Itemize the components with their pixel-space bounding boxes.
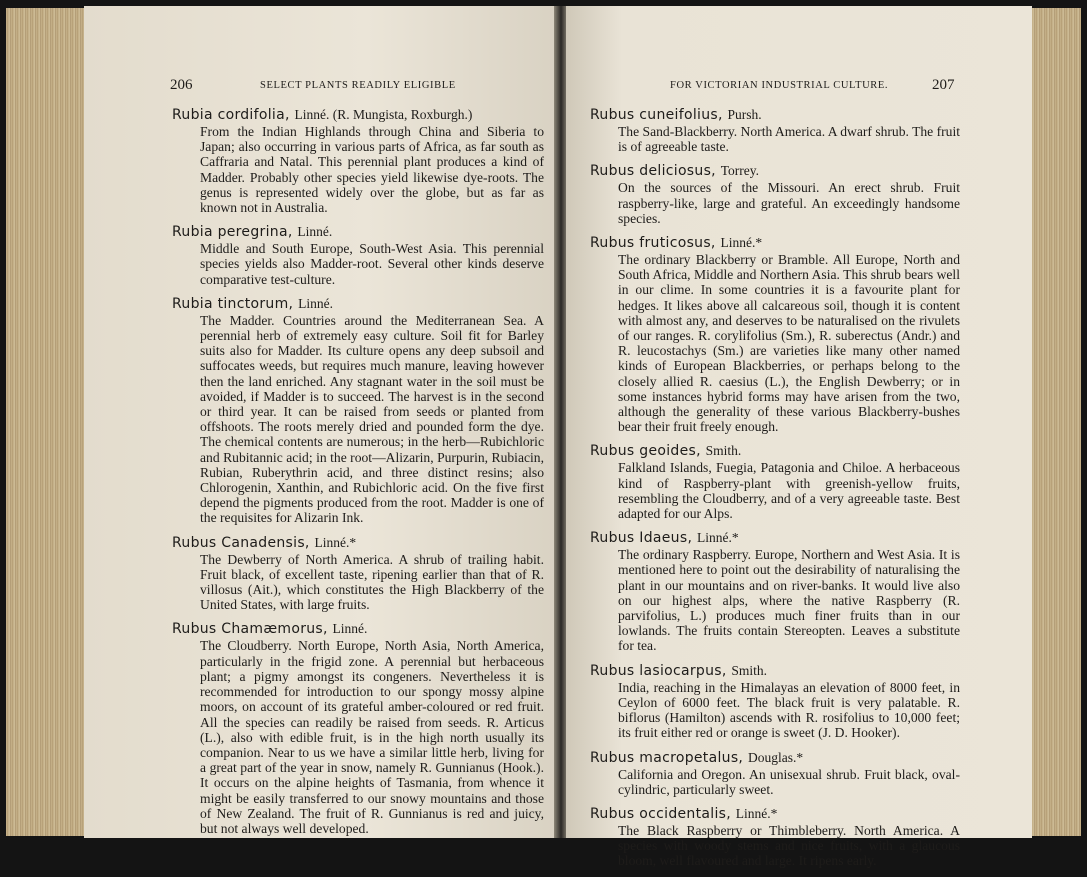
entry-text: India, reaching in the Himalayas an elevation of 8000 feet, in Ceylon of 6000 feet. The black fruit is very palatable. R. biflorus (Hamilton) ascends with R. rosifolius to 10,000 feet; its fruit either red or orange is sweet (J. D. Hooker). — [618, 679, 960, 741]
entry-authority: Linné. — [298, 295, 333, 311]
entry-name: Rubus occidentalis, — [590, 805, 731, 822]
right-page-header — [670, 77, 960, 100]
right-column — [590, 106, 960, 877]
entry-authority: Linné. (R. Mungista, Roxburgh.) — [294, 107, 473, 122]
entry-rubus-lasiocarpus — [590, 662, 960, 741]
left-page-header — [170, 77, 546, 100]
entry-name: Rubus deliciosus, — [590, 163, 716, 180]
entry-name: Rubus cuneifolius, — [590, 107, 723, 123]
entry-text: The Black Raspberry or Thimbleberry. North America. A species with woody stems and nice fruits, with a glaucous bloom, well flavoured and large. It ripens early. — [618, 822, 960, 869]
entry-text: Middle and South Europe, South-West Asia. This perennial species yields also Madder-root. Several other kinds deserve comparative test-culture. — [200, 241, 544, 287]
entry-name: Rubia tinctorum, — [172, 295, 294, 312]
entry-rubia-tinctorum — [172, 295, 544, 526]
entry-name: Rubia peregrina, — [172, 224, 293, 241]
entry-name: Rubus fruticosus, — [590, 235, 716, 252]
entry-authority: Linné.* — [735, 805, 778, 821]
entry-rubus-idaeus — [590, 529, 960, 653]
entry-authority: Pursh. — [727, 107, 762, 122]
entry-rubus-cuneifolius — [590, 106, 960, 154]
entry-text: Falkland Islands, Fuegia, Patagonia and Chiloe. A herbaceous kind of Raspberry-plant with greenish-yellow fruits, resembling the Cloudberry, and of a very agreeable taste. Best adapted for our Alps. — [618, 460, 960, 522]
entry-authority: Linné.* — [314, 534, 357, 550]
entry-text: The Cloudberry. North Europe, North Asia, North America, particularly in the frigid zone. A perennial but herbaceous plant; a pigmy amongst its congeners. Nevertheless it is recommended for introduction to our spongy mossy alpine moors, on account of its grateful amber-coloured or red fruit. All the species can readily be raised from seeds. R. Articus (L.), also with edible fruit, is in the high north usually its companion. Near to us we have a similar little herb, living for a great part of the year in snow, namely R. Gunnianus (Hook.). It occurs on the alpine heights of Tasmania, from whence it might be easily transferred to our snowy mountains and those of New Zealand. The fruit of R. Gunnianus is red and juicy, but not always well developed. — [200, 638, 544, 836]
entry-name: Rubus lasiocarpus, — [590, 662, 727, 679]
entry-authority: Linné.* — [696, 530, 739, 546]
entry-rubus-geoides — [590, 442, 960, 521]
entry-authority: Linné.* — [720, 235, 763, 251]
entry-name: Rubus geoides, — [590, 443, 701, 460]
entry-text: On the sources of the Missouri. An erect shrub. Fruit raspberry-like, large and grateful. An exceedingly handsome species. — [618, 180, 960, 226]
entry-rubus-macropetalus — [590, 749, 960, 797]
entry-text: California and Oregon. An unisexual shrub. Fruit black, oval-cylindric, particularly sweet. — [618, 766, 960, 797]
entry-rubia-cordifolia — [172, 106, 544, 215]
entry-authority: Linné. — [332, 621, 368, 637]
right-page — [566, 6, 1032, 869]
entry-rubus-fruticosus — [590, 234, 960, 434]
left-page — [84, 6, 556, 838]
entry-name: Rubus Canadensis, — [172, 534, 310, 551]
entry-rubus-occidentalis — [590, 805, 960, 869]
entry-authority: Smith. — [705, 443, 742, 459]
page-number: 206 — [170, 77, 193, 93]
entry-name: Rubus Idaeus, — [590, 530, 693, 547]
entry-name: Rubus Chamæmorus, — [172, 621, 328, 638]
entry-text: The ordinary Raspberry. Europe, Northern and West Asia. It is mentioned here to point out the desirability of naturalising the plant in our mountains and on river-banks. It would live also on our highest alps, where the native Raspberry (R. parvifolius, L.) produces much finer fruits than in our lowlands. The fruits contain Stereopten. Leaves a substitute for tea. — [618, 547, 960, 654]
entry-authority: Smith. — [731, 662, 768, 678]
entry-text: From the Indian Highlands through China and Siberia to Japan; also occurring in various parts of Africa, as far south as Caffraria and Natal. This perennial plant produces a kind of Madder. Probably other species yield likewise dye-roots. The genus is represented widely over the globe, but as far as known not in Australia. — [200, 124, 544, 216]
entry-name: Rubia cordifolia, — [172, 107, 290, 123]
left-column — [172, 106, 544, 844]
running-head: FOR VICTORIAN INDUSTRIAL CULTURE. — [670, 80, 889, 91]
entry-authority: Torrey. — [720, 163, 759, 179]
entry-text: The Dewberry of North America. A shrub of trailing habit. Fruit black, of excellent taste, ripening earlier than that of R. villosus (Ait.), which constitutes the High Blackberry of the United States, with large fruits. — [200, 551, 544, 613]
page-number: 207 — [932, 77, 955, 93]
page-edges-right — [1025, 8, 1081, 836]
entry-text: The Madder. Countries around the Mediterranean Sea. A perennial herb of extremely easy culture. Soil fit for Barley suits also for Madder. Its culture opens any deep subsoil and suffocates weeds, but requires much manure, leaving however then the land enriched. Any stagnant water in the soil must be avoided, if Madder is to succeed. The harvest is in the second or third year. It can be raised from seeds or planted from offshoots. The roots merely dried and pounded form the dye. The chemical contents are numerous; in the herb—Rubichloric and Rubitannic acid; in the root—Alizarin, Purpurin, Rubiacin, Rubian, Ruberythrin acid, and three distinct resins; also Chlorogenin, Xanthin, and Rubichloric acid. On the five first depend the pigments produced from the root. Madder is one of the requisites for Alizarin Ink. — [200, 312, 544, 526]
entry-rubus-chamaemorus — [172, 620, 544, 836]
entry-rubus-canadensis — [172, 534, 544, 613]
page-edges-left — [6, 8, 84, 836]
entry-authority: Douglas.* — [747, 749, 804, 765]
entry-rubia-peregrina — [172, 223, 544, 287]
entry-text: The ordinary Blackberry or Bramble. All Europe, North and South Africa, Middle and Northern Asia. This shrub bears well in our clime. In some countries it is a favourite plant for hedges. It likes above all calcareous soil, though it is content with almost any, and deserves to be naturalised on the rivulets of our ranges. R. corylifolius (Sm.), R. suberectus (Andr.) and R. leucostachys (Sm.) are varieties like many other named kinds of European Blackberries, or perhaps belong to the closely allied R. caesius (L.), the English Dewberry; or in some instances hybrid forms may have arisen from the two, although the generality of these various Blackberry-bushes bear their fruit freely enough. — [618, 252, 960, 435]
entry-rubus-deliciosus — [590, 162, 960, 226]
running-head: SELECT PLANTS READILY ELIGIBLE — [260, 80, 456, 91]
entry-text: The Sand-Blackberry. North America. A dwarf shrub. The fruit is of agreeable taste. — [618, 124, 961, 155]
entry-authority: Linné. — [297, 224, 333, 240]
entry-name: Rubus macropetalus, — [590, 749, 744, 766]
